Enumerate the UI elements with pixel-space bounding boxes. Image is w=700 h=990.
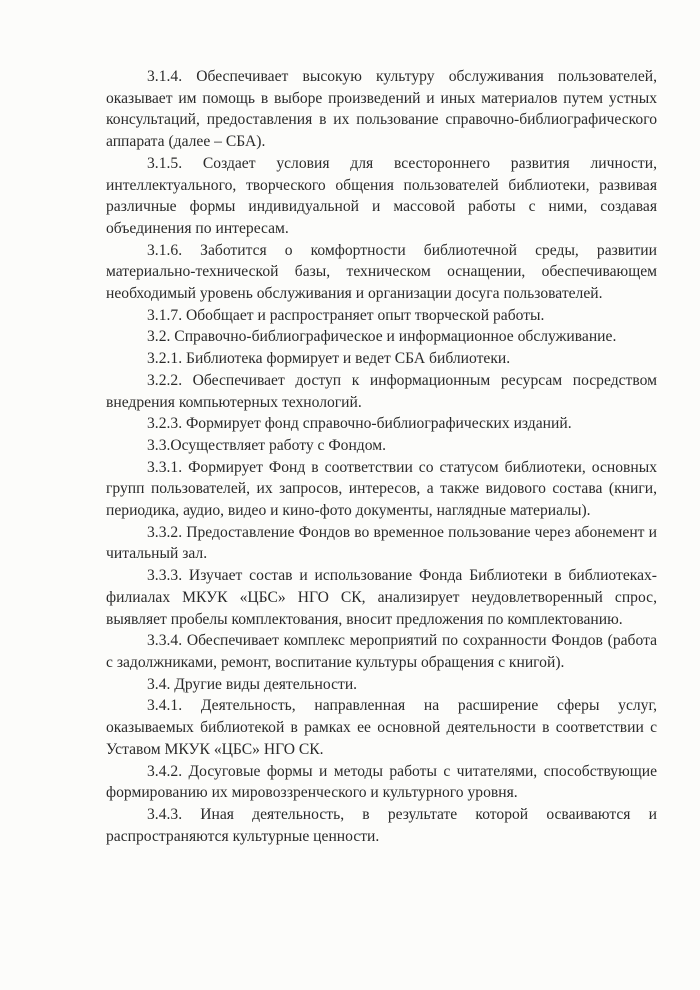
paragraph-3-1-7: 3.1.7. Обобщает и распространяет опыт творческой работы. (147, 306, 545, 324)
paragraph-3-2: 3.2. Справочно-библиографическое и информационное обслуживание. (147, 328, 617, 346)
paragraph-3-4-1: 3.4.1. Деятельность, направленная на расширение сферы услуг, оказываемых библиотекой в рамках ее основной деятельности в соответствии с Уставом МКУК «ЦБС» НГО СК. (106, 697, 657, 758)
paragraph-3-3-4: 3.3.4. Обеспечивает комплекс мероприятий по сохранности Фондов (работа с задолжниками, ремонт, воспитание культуры обращения с книгой). (106, 632, 657, 671)
paragraph-3-4-3: 3.4.3. Иная деятельность, в результате которой осваиваются и распространяются культурные ценности. (106, 805, 657, 845)
paragraph-3-2-1: 3.2.1. Библиотека формирует и ведет СБА библиотеки. (147, 350, 511, 368)
paragraph-3-2-3: 3.2.3. Формирует фонд справочно-библиографических изданий. (147, 415, 572, 433)
paragraph-3-4-2: 3.4.2. Досуговые формы и методы работы с читателями, способствующие формированию их мировоззренческого и культурного уровня. (106, 762, 657, 802)
paragraph-3-3-2: 3.3.2. Предоставление Фондов во временное пользование через абонемент и читальный зал. (106, 523, 657, 563)
paragraph-3-3-1: 3.3.1. Формирует Фонд в соответствии со статусом библиотеки, основных групп пользователей, их запросов, интересов, а также видового состава (книги, периодика, аудио, видео и кино-фото документы, наглядные материалы). (106, 458, 657, 520)
paragraph-3-1-4: 3.1.4. Обеспечивает высокую культуру обслуживания пользователей, оказывает им помощь в выборе произведений и иных материалов путем устных консультаций, предоставления в их пользование справочно-библиографического аппарата (далее – СБА). (106, 68, 657, 151)
paragraph-3-2-2: 3.2.2. Обеспечивает доступ к информационным ресурсам посредством внедрения компьютерных технологий. (106, 371, 657, 411)
paragraph-3-1-5: 3.1.5. Создает условия для всестороннего развития личности, интеллектуального, творческого общения пользователей библиотеки, развивая различные формы индивидуальной и массовой работы с ними, создавая объединения по интересам. (106, 154, 657, 237)
paragraph-3-4: 3.4. Другие виды деятельности. (147, 675, 358, 693)
paragraph-3-1-6: 3.1.6. Заботится о комфортности библиотечной среды, развитии материально-технической базы, техническом оснащении, обеспечивающем необходимый уровень обслуживания и организации досуга пользователей. (106, 241, 657, 303)
paragraph-3-3-3: 3.3.3. Изучает состав и использование Фонда Библиотеки в библиотеках-филиалах МКУК «ЦБС» НГО СК, анализирует неудовлетворенный спрос, выявляет пробелы комплектования, вносит предложения по комплектованию. (106, 567, 657, 628)
document-body (106, 66, 657, 847)
paragraph-3-3: 3.3.Осуществляет работу с Фондом. (147, 436, 386, 454)
